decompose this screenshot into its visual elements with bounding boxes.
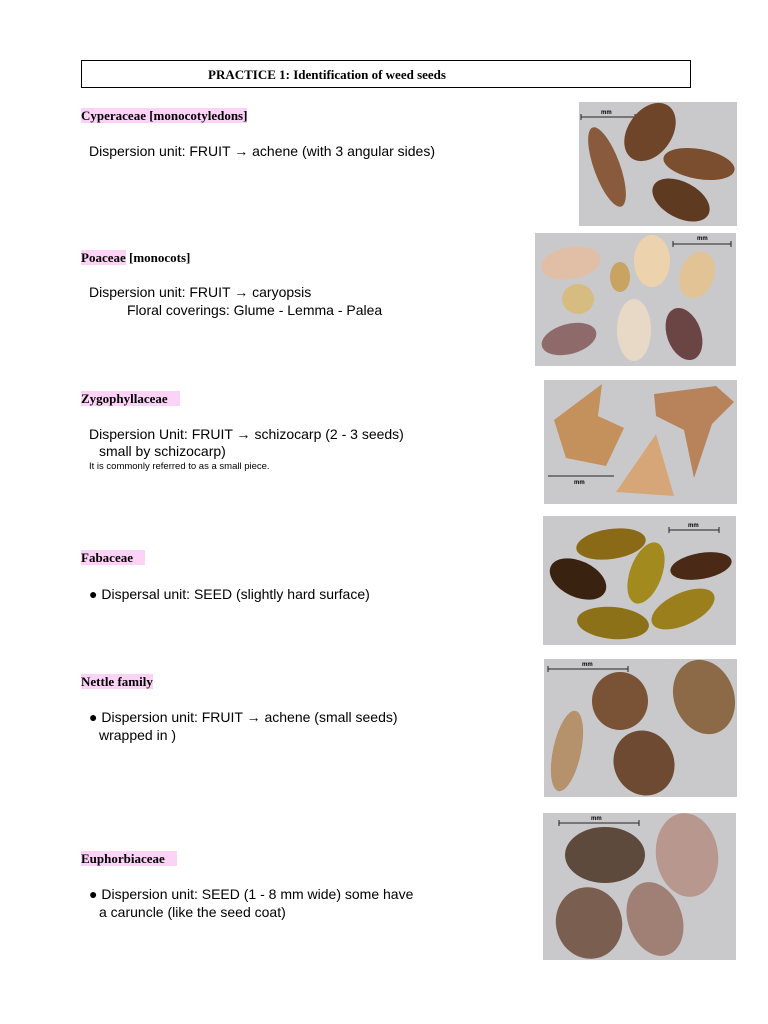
- text-line: Floral coverings: Glume - Lemma - Palea: [127, 302, 383, 318]
- note-text: It is commonly referred to as a small piece.: [89, 461, 270, 472]
- nettle-seed-photo: [544, 659, 737, 797]
- heading-cyperaceae: [81, 108, 247, 124]
- scale-label: mm: [582, 662, 593, 668]
- title-box: [81, 60, 691, 88]
- heading-highlight: Nettle family: [81, 674, 153, 689]
- heading-nettle-family: [81, 674, 153, 690]
- bullet: ●: [89, 586, 98, 602]
- bulleted-line: [89, 586, 370, 603]
- text-line: Dispersion unit: SEED (1 - 8 mm wide) some have: [101, 886, 414, 902]
- scale-label: mm: [697, 236, 708, 242]
- scale-label: mm: [601, 110, 612, 116]
- page-title: PRACTICE 1: Identification of weed seeds: [208, 67, 446, 82]
- text-line: Dispersion Unit: FRUIT → schizocarp (2 - 3 seeds): [89, 426, 404, 442]
- heading-highlight: Fabaceae: [81, 550, 145, 565]
- text-line: Dispersion unit: FRUIT → caryopsis: [89, 284, 312, 300]
- heading-highlight: Euphorbiaceae: [81, 851, 177, 866]
- heading-highlight: Poaceae: [81, 250, 126, 265]
- heading-euphorbiaceae: [81, 851, 177, 867]
- text-line: wrapped in ): [99, 727, 177, 743]
- scale-label: mm: [688, 523, 699, 529]
- heading-highlight: Zygophyllaceae: [81, 391, 180, 406]
- heading-zygophyllaceae: [81, 391, 180, 407]
- text-line: Dispersal unit: SEED (slightly hard surface): [101, 586, 370, 602]
- text-line: a caruncle (like the seed coat): [99, 904, 286, 920]
- euphorbiaceae-seed-photo: [543, 813, 736, 960]
- scale-label: mm: [574, 480, 585, 486]
- bullet: ●: [89, 886, 98, 902]
- heading-highlight: Cyperaceae: [81, 108, 146, 123]
- text-line: small by schizocarp): [99, 443, 226, 459]
- text-line: Dispersion unit: FRUIT → achene (with 3 angular sides): [89, 143, 436, 159]
- bullet: ●: [89, 709, 98, 725]
- cyperaceae-seed-photo: [579, 102, 737, 226]
- fabaceae-seed-photo: [543, 516, 736, 645]
- poaceae-seed-photo: [535, 233, 736, 366]
- heading-fabaceae: [81, 550, 145, 566]
- bulleted-line: [89, 709, 398, 726]
- heading-rest: [monocots]: [125, 250, 191, 265]
- bulleted-line: [89, 886, 413, 903]
- heading-rest: [monocotyledons]: [145, 108, 248, 123]
- text-line: Dispersion unit: FRUIT → achene (small seeds): [101, 709, 398, 725]
- heading-poaceae: [81, 250, 190, 266]
- scale-label: mm: [591, 816, 602, 822]
- zygophyllaceae-fruit-photo: [544, 380, 737, 504]
